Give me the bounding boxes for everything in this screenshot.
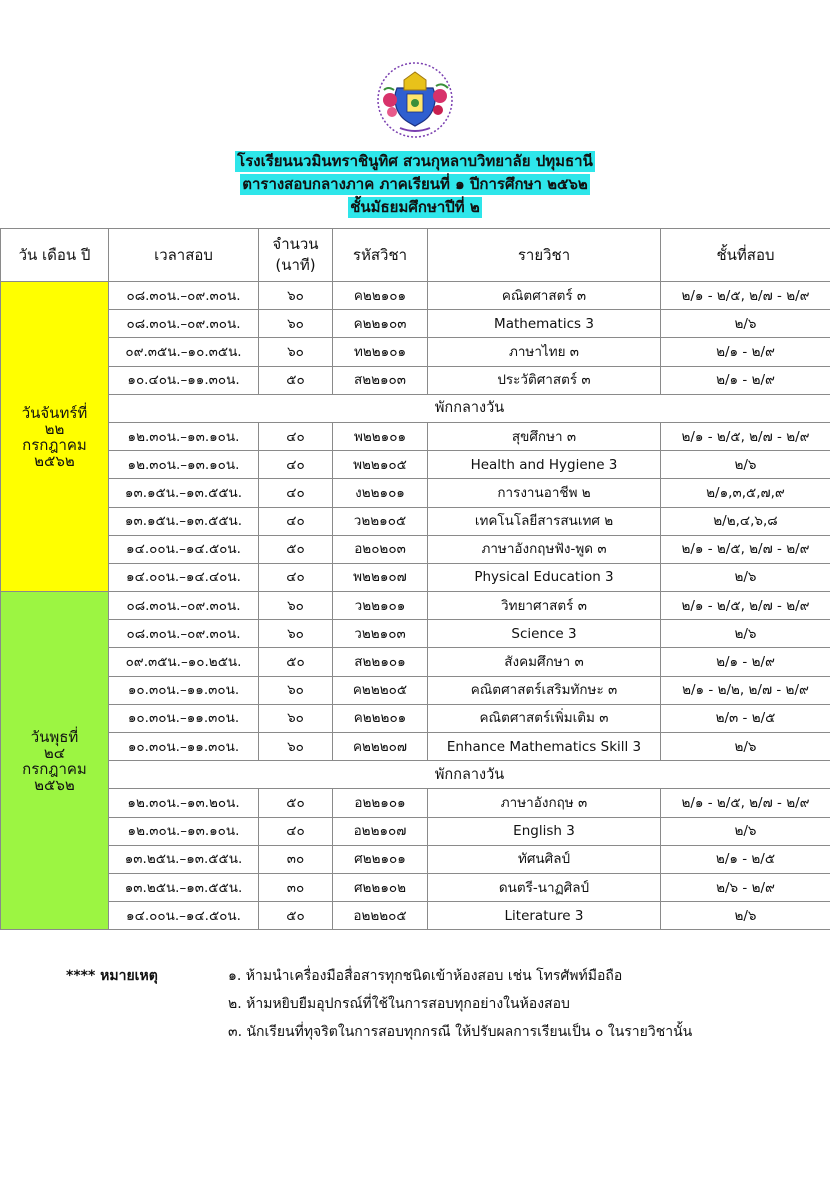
code-cell: ค๒๒๑๐๓ [333, 310, 428, 338]
minutes-cell: ๖๐ [259, 338, 333, 366]
exam-schedule-table [0, 228, 830, 930]
minutes-cell: ๓๐ [259, 845, 333, 873]
table-row [1, 704, 830, 732]
note-item: ๒. ห้ามหยิบยืมอุปกรณ์ที่ใช้ในการสอบทุกอย่างในห้องสอบ [228, 996, 570, 1012]
minutes-cell: ๓๐ [259, 873, 333, 901]
minutes-cell: ๔๐ [259, 422, 333, 450]
subject-cell: ประวัติศาสตร์ ๓ [428, 366, 661, 394]
subject-cell: ภาษาไทย ๓ [428, 338, 661, 366]
code-cell: ศ๒๒๑๐๑ [333, 845, 428, 873]
minutes-cell: ๔๐ [259, 451, 333, 479]
subject-cell: คณิตศาสตร์เพิ่มเติม ๓ [428, 704, 661, 732]
subject-cell: เทคโนโลยีสารสนเทศ ๒ [428, 507, 661, 535]
time-cell: ๐๘.๓๐น.–๐๙.๓๐น. [109, 592, 259, 620]
table-row [1, 592, 830, 620]
room-cell: ๒/๖ [661, 902, 830, 930]
minutes-cell: ๖๐ [259, 592, 333, 620]
time-cell: ๑๔.๐๐น.–๑๔.๕๐น. [109, 902, 259, 930]
time-cell: ๑๒.๓๐น.–๑๓.๒๐น. [109, 789, 259, 817]
code-cell: ศ๒๒๑๐๒ [333, 873, 428, 901]
code-cell: ว๒๒๑๐๑ [333, 592, 428, 620]
time-cell: ๑๔.๐๐น.–๑๔.๕๐น. [109, 535, 259, 563]
code-cell: ส๒๒๑๐๑ [333, 648, 428, 676]
header-room: ชั้นที่สอบ [661, 229, 830, 282]
subject-cell: วิทยาศาสตร์ ๓ [428, 592, 661, 620]
room-cell: ๒/๑ - ๒/๕, ๒/๗ - ๒/๙ [661, 422, 830, 450]
minutes-cell: ๕๐ [259, 535, 333, 563]
minutes-cell: ๖๐ [259, 704, 333, 732]
room-cell: ๒/๑ - ๒/๕, ๒/๗ - ๒/๙ [661, 592, 830, 620]
code-cell: ว๒๒๑๐๓ [333, 620, 428, 648]
table-row [1, 676, 830, 704]
table-row [1, 873, 830, 901]
subject-cell: สุขศึกษา ๓ [428, 422, 661, 450]
lunch-break-row [1, 761, 830, 789]
time-cell: ๑๓.๒๕น.–๑๓.๕๕น. [109, 873, 259, 901]
room-cell: ๒/๑ - ๒/๙ [661, 338, 830, 366]
subject-cell: คณิตศาสตร์ ๓ [428, 282, 661, 310]
exam-title: ตารางสอบกลางภาค ภาคเรียนที่ ๑ ปีการศึกษา ๒๕๖๒ [242, 175, 588, 193]
code-cell: ว๒๒๑๐๕ [333, 507, 428, 535]
room-cell: ๒/๑ - ๒/๙ [661, 648, 830, 676]
room-cell: ๒/๖ [661, 817, 830, 845]
table-row [1, 620, 830, 648]
table-row [1, 451, 830, 479]
notes-list [228, 962, 692, 1046]
time-cell: ๑๒.๓๐น.–๑๓.๑๐น. [109, 422, 259, 450]
code-cell: ค๒๒๒๐๑ [333, 704, 428, 732]
code-cell: อ๒๒๑๐๑ [333, 789, 428, 817]
code-cell: พ๒๒๑๐๕ [333, 451, 428, 479]
day-cell-monday: วันจันทร์ที่ ๒๒ กรกฎาคม ๒๕๖๒ [1, 282, 109, 592]
code-cell: ส๒๒๑๐๓ [333, 366, 428, 394]
room-cell: ๒/๖ [661, 310, 830, 338]
code-cell: ท๒๒๑๐๑ [333, 338, 428, 366]
table-row [1, 366, 830, 394]
room-cell: ๒/๖ [661, 733, 830, 761]
note-item: ๑. ห้ามนำเครื่องมือสื่อสารทุกชนิดเข้าห้องสอบ เช่น โทรศัพท์มือถือ [228, 968, 623, 984]
header-duration: จำนวน (นาที) [259, 229, 333, 282]
notes-label: **** หมายเหตุ [66, 968, 158, 984]
subject-cell: Literature 3 [428, 902, 661, 930]
title-block [0, 150, 830, 219]
minutes-cell: ๕๐ [259, 366, 333, 394]
subject-cell: สังคมศึกษา ๓ [428, 648, 661, 676]
room-cell: ๒/๑ - ๒/๕, ๒/๗ - ๒/๙ [661, 535, 830, 563]
minutes-cell: ๕๐ [259, 789, 333, 817]
header-code: รหัสวิชา [333, 229, 428, 282]
table-row [1, 902, 830, 930]
time-cell: ๐๘.๓๐น.–๐๙.๓๐น. [109, 620, 259, 648]
header-date: วัน เดือน ปี [1, 229, 109, 282]
note-item: ๓. นักเรียนที่ทุจริตในการสอบทุกกรณี ให้ปรับผลการเรียนเป็น ๐ ในรายวิชานั้น [228, 1024, 693, 1040]
time-cell: ๐๙.๓๕น.–๑๐.๓๕น. [109, 338, 259, 366]
room-cell: ๒/๓ - ๒/๕ [661, 704, 830, 732]
lunch-break-row [1, 394, 830, 422]
minutes-cell: ๕๐ [259, 648, 333, 676]
code-cell: อ๒๐๒๐๓ [333, 535, 428, 563]
time-cell: ๑๐.๔๐น.–๑๑.๓๐น. [109, 366, 259, 394]
table-row [1, 422, 830, 450]
code-cell: ค๒๒๒๐๗ [333, 733, 428, 761]
time-cell: ๑๓.๒๕น.–๑๓.๕๕น. [109, 845, 259, 873]
subject-cell: Enhance Mathematics Skill 3 [428, 733, 661, 761]
lunch-break-label: พักกลางวัน [109, 761, 830, 789]
time-cell: ๐๙.๓๕น.–๑๐.๒๕น. [109, 648, 259, 676]
header-row [1, 229, 830, 282]
code-cell: ค๒๒๑๐๑ [333, 282, 428, 310]
header-subject: รายวิชา [428, 229, 661, 282]
subject-cell: Mathematics 3 [428, 310, 661, 338]
subject-cell: ดนตรี-นาฏศิลป์ [428, 873, 661, 901]
school-logo [364, 60, 466, 140]
time-cell: ๐๘.๓๐น.–๐๙.๓๐น. [109, 310, 259, 338]
table-row [1, 563, 830, 591]
time-cell: ๑๒.๓๐น.–๑๓.๑๐น. [109, 817, 259, 845]
subject-cell: คณิตศาสตร์เสริมทักษะ ๓ [428, 676, 661, 704]
subject-cell: ทัศนศิลป์ [428, 845, 661, 873]
minutes-cell: ๖๐ [259, 676, 333, 704]
minutes-cell: ๖๐ [259, 310, 333, 338]
subject-cell: Science 3 [428, 620, 661, 648]
minutes-cell: ๔๐ [259, 817, 333, 845]
subject-cell: English 3 [428, 817, 661, 845]
table-row [1, 310, 830, 338]
room-cell: ๒/๖ [661, 563, 830, 591]
room-cell: ๒/๑ - ๒/๙ [661, 366, 830, 394]
minutes-cell: ๔๐ [259, 507, 333, 535]
code-cell: ง๒๒๑๐๑ [333, 479, 428, 507]
table-row [1, 535, 830, 563]
time-cell: ๑๓.๑๕น.–๑๓.๕๕น. [109, 479, 259, 507]
time-cell: ๑๓.๑๕น.–๑๓.๕๕น. [109, 507, 259, 535]
room-cell: ๒/๖ [661, 451, 830, 479]
subject-cell: ภาษาอังกฤษ ๓ [428, 789, 661, 817]
room-cell: ๒/๑ - ๒/๕, ๒/๗ - ๒/๙ [661, 789, 830, 817]
code-cell: อ๒๒๑๐๗ [333, 817, 428, 845]
header-time: เวลาสอบ [109, 229, 259, 282]
day-cell-wednesday: วันพุธที่ ๒๔ กรกฎาคม ๒๕๖๒ [1, 592, 109, 930]
table-row [1, 479, 830, 507]
time-cell: ๑๐.๓๐น.–๑๑.๓๐น. [109, 704, 259, 732]
subject-cell: การงานอาชีพ ๒ [428, 479, 661, 507]
time-cell: ๐๘.๓๐น.–๐๙.๓๐น. [109, 282, 259, 310]
table-row [1, 789, 830, 817]
lunch-break-label: พักกลางวัน [109, 394, 830, 422]
code-cell: พ๒๒๑๐๗ [333, 563, 428, 591]
code-cell: ค๒๒๒๐๕ [333, 676, 428, 704]
room-cell: ๒/๖ - ๒/๙ [661, 873, 830, 901]
time-cell: ๑๔.๐๐น.–๑๔.๔๐น. [109, 563, 259, 591]
room-cell: ๒/๑ - ๒/๒, ๒/๗ - ๒/๙ [661, 676, 830, 704]
subject-cell: ภาษาอังกฤษฟัง-พูด ๓ [428, 535, 661, 563]
code-cell: อ๒๒๒๐๕ [333, 902, 428, 930]
room-cell: ๒/๑ - ๒/๕, ๒/๗ - ๒/๙ [661, 282, 830, 310]
time-cell: ๑๐.๓๐น.–๑๑.๓๐น. [109, 733, 259, 761]
subject-cell: Health and Hygiene 3 [428, 451, 661, 479]
table-row [1, 338, 830, 366]
minutes-cell: ๔๐ [259, 479, 333, 507]
room-cell: ๒/๑,๓,๕,๗,๙ [661, 479, 830, 507]
minutes-cell: ๕๐ [259, 902, 333, 930]
room-cell: ๒/๖ [661, 620, 830, 648]
table-row [1, 282, 830, 310]
room-cell: ๒/๑ - ๒/๕ [661, 845, 830, 873]
room-cell: ๒/๒,๔,๖,๘ [661, 507, 830, 535]
table-row [1, 817, 830, 845]
table-row [1, 507, 830, 535]
subject-cell: Physical Education 3 [428, 563, 661, 591]
table-row [1, 733, 830, 761]
grade-title: ชั้นมัธยมศึกษาปีที่ ๒ [350, 198, 480, 216]
minutes-cell: ๖๐ [259, 282, 333, 310]
table-row [1, 648, 830, 676]
minutes-cell: ๔๐ [259, 563, 333, 591]
table-row [1, 845, 830, 873]
code-cell: พ๒๒๑๐๑ [333, 422, 428, 450]
minutes-cell: ๖๐ [259, 733, 333, 761]
time-cell: ๑๒.๓๐น.–๑๓.๑๐น. [109, 451, 259, 479]
minutes-cell: ๖๐ [259, 620, 333, 648]
school-name: โรงเรียนนวมินทราชินูทิศ สวนกุหลาบวิทยาลัย ปทุมธานี [237, 152, 593, 170]
time-cell: ๑๐.๓๐น.–๑๑.๓๐น. [109, 676, 259, 704]
